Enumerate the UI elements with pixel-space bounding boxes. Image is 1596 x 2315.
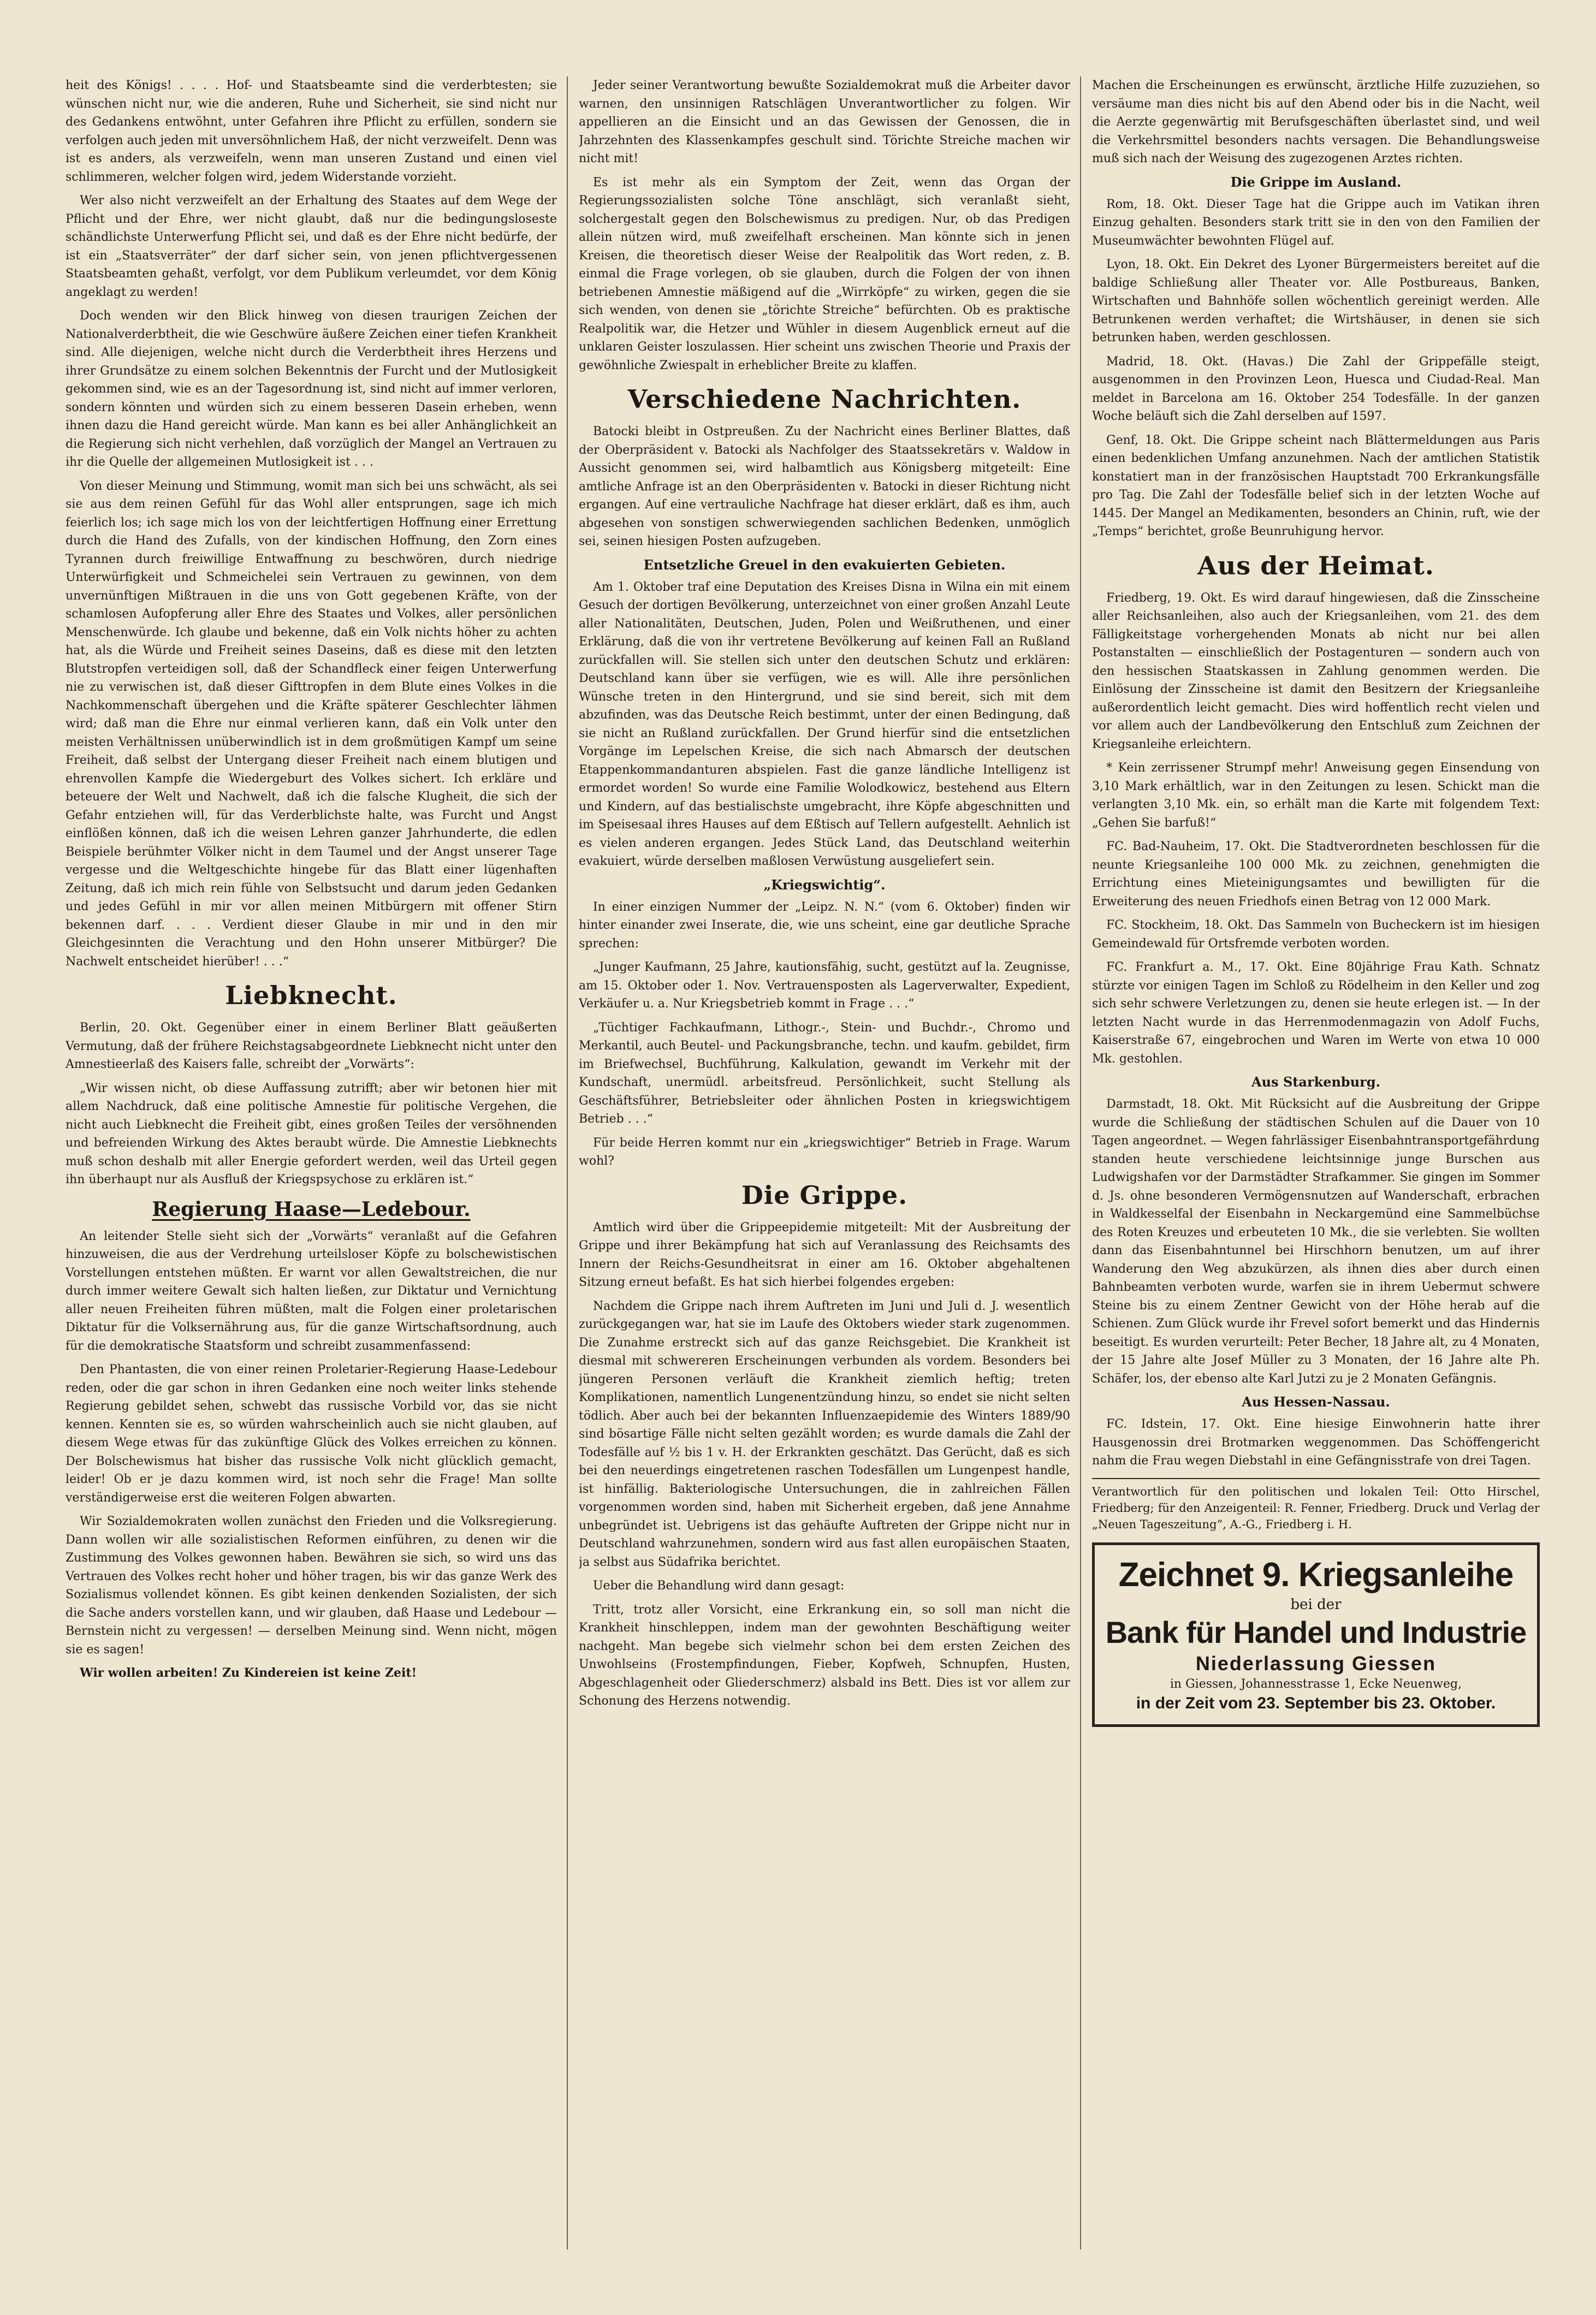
article-paragraph: An leitender Stelle sieht sich der „Vorwärts“ veranlaßt auf die Gefahren hinzuweisen, die aus der Verdrehung urteilsloser Köpfe zu bolschewistischen Vorstellungen entstehen müßten. Er warnt vor allen Gewaltstreichen, die nur durch immer weitere Gewalt sich halten ließen, zur Diktatur und Vernichtung aller neuen Freiheiten führen müßten, malt die Folgen einer proletarischen Diktatur für die Volksernährung aus, für die ganze Wirtschaftsordnung, auch für die demokratische Staatsform und schreibt zusammenfassend: (66, 1229, 557, 1353)
ad-bank-name: Bank für Handel und Industrie (1105, 1614, 1527, 1649)
advertisement-box (1092, 1542, 1540, 1727)
article-paragraph: FC. Idstein, 17. Okt. Eine hiesige Einwohnerin hatte ihrer Hausgenossin drei Brotmarken weggenommen. Das Schöffengericht nahm die Frau wegen Diebstahl in eine Gefängnisstrafe von drei Tagen. (1092, 1417, 1540, 1468)
article-paragraph: Wer also nicht verzweifelt an der Erhaltung des Staates auf dem Wege der Pflicht und der Ehre, wer nicht glaubt, daß nur die bedingungsloseste schändlichste Unterwerfung Pflicht sei, und daß es der Ehre nicht bedürfe, der ist ein „Staatsverräter“ der darf sicher sein, von jenen pflichtvergessenen Staatsbeamten gehaßt, verfolgt, vor dem Publikum verleumdet, vor dem König angeklagt zu werden! (66, 194, 557, 299)
article-paragraph: Wir Sozialdemokraten wollen zunächst den Frieden und die Volksregierung. Dann wollen wir alle sozialistischen Reformen einführen, zu denen wir die Zustimmung des Volkes gewonnen haben. Bewähren sie sich, so wird uns das Vertrauen des Volkes recht hoher und höher tragen, bis wir das ganze Werk des Sozialismus vollendet können. Es gibt keinen denkenden Sozialisten, der sich die Sache anders vorstellen kann, und wir glauben, daß Haase und Ledebour — Bernstein nicht zu vergessen! — derselben Meinung sind. Wenn nicht, mögen sie es sagen! (66, 1515, 557, 1657)
article-paragraph: Lyon, 18. Okt. Ein Dekret des Lyoner Bürgermeisters bereitet auf die baldige Schließung aller Theater vor. Alle Postbureaus, Banken, Wirtschaften und Bahnhöfe sollen wöchentlich gereinigt werden. Alle Betrunkenen werden verhaftet; die Wirtshäuser, in denen sie sich betrunken haben, werden geschlossen. (1092, 258, 1540, 345)
ad-headline: Zeichnet 9. Kriegsanleihe (1118, 1556, 1514, 1594)
subheadline-grippe-ausland: Die Grippe im Ausland. (1230, 174, 1402, 190)
article-paragraph: Amtlich wird über die Grippeepidemie mitgeteilt: Mit der Ausbreitung der Grippe und ihrer Bekämpfung hat sich auf Veranlassung des Reichsamts des Innern der Reichs-Gesundheitsrat in einer am 16. Oktober abgehaltenen Sitzung erneut befaßt. Es hat sich hierbei folgendes ergeben: (579, 1220, 1070, 1289)
article-paragraph: Berlin, 20. Okt. Gegenüber einer in einem Berliner Blatt geäußerten Vermutung, daß der frühere Reichstagsabgeordnete Liebknecht nicht unter den Amnestieerlaß des Kaisers falle, schreibt der „Vorwärts“: (66, 1021, 557, 1071)
article-paragraph: * Kein zerrissener Strumpf mehr! Anweisung gegen Einsendung von 3,10 Mark erhältlich, war in den Zeitungen zu lesen. Schickt man die verlangten 3,10 Mk. ein, so erhält man die Karte mit folgendem Text: „Gehen Sie barfuß!“ (1092, 761, 1540, 830)
subheadline-hessen-nassau: Aus Hessen-Nassau. (1242, 1394, 1390, 1410)
headline-aus-der-heimat: Aus der Heimat. (1197, 550, 1434, 580)
article-paragraph: Madrid, 18. Okt. (Havas.) Die Zahl der Grippefälle steigt, ausgenommen in den Provinzen Leon, Huesca und Ciudad-Real. Man meldet in Barcelona am 16. Oktober 254 Todesfälle. In der ganzen Woche beläuft sich die Zahl derselben auf 1597. (1092, 354, 1540, 423)
article-paragraph: „Junger Kaufmann, 25 Jahre, kautionsfähig, sucht, gestützt auf la. Zeugnisse, am 15. Oktober oder 1. Nov. Vertrauensposten als Lagerverwalter, Expedient, Verkäufer u. a. Nur Kriegsbetrieb kommt in Frage . . .“ (579, 960, 1070, 1011)
article-paragraph: Wir wollen arbeiten! Zu Kindereien ist keine Zeit! (80, 1666, 417, 1680)
article-paragraph: Machen die Erscheinungen es erwünscht, ärztliche Hilfe zuzuziehen, so versäume man dies nicht bis auf den Abend oder bis in die Nacht, weil die Aerzte gegenwärtig mit Berufsgeschäften überlastet sind, und weil die Verkehrsmittel besonders nachts versagen. Die Behandlungsweise muß sich nach der Weisung des zugezogenen Arztes richten. (1092, 79, 1540, 165)
article-paragraph: In einer einzigen Nummer der „Leipz. N. N.“ (vom 6. Oktober) finden wir hinter einander zwei Inserate, die, wie uns scheint, eine gar deutliche Sprache sprechen: (579, 900, 1070, 951)
ad-address: in Giessen, Johannesstrasse 1, Ecke Neuenweg, (1170, 1677, 1462, 1691)
column-rule (567, 76, 568, 2249)
ad-branch: Niederlassung Giessen (1195, 1652, 1437, 1675)
article-paragraph: Ueber die Behandlung wird dann gesagt: (593, 1579, 845, 1593)
headline-liebknecht: Liebknecht. (225, 981, 397, 1010)
subheadline-starkenburg: Aus Starkenburg. (1251, 1074, 1380, 1090)
article-paragraph: Am 1. Oktober traf eine Deputation des Kreises Disna in Wilna ein mit einem Gesuch der dortigen Bevölkerung, unterzeichnet von einer großen Anzahl Leute aller Nationalitäten, Deutschen, Juden, Polen und Weißruthenen, und einer Erklärung, daß die von ihr vertretene Bevölkerung auf keinen Fall an Rußland zurückfallen will. Sie stellen sich unter den deutschen Schutz und erklären: Deutschland kann über sie verfügen, wie es will. Alle ihre persönlichen Wünsche treten in den Hintergrund, und sie sind bereit, sich mit dem abzufinden, was das Deutsche Reich bestimmt, unter der einen Bedingung, daß sie nicht an Rußland zurückfallen. Der Grund hierfür sind die entsetzlichen Vorgänge im Lepelschen Kreise, die sich nach Abmarsch der deutschen Etappenkommandanturen abspielen. Fast die ganze ländliche Intelligenz ist ermordet worden! So wurde eine Familie Wolodkowicz, bestehend aus Eltern und Kindern, auf das bestialischste umgebracht, ihre Köpfe abgeschnitten und im Speisesaal ihres Hauses auf dem Eßtisch auf Tellern aufgestellt. Aehnlich ist es vielen anderen ergangen. Jedes Stück Land, das Deutschland weiterhin evakuiert, würde derselben maßlosen Verwüstung ausgeliefert sein. (579, 580, 1070, 868)
article-paragraph: Es ist mehr als ein Symptom der Zeit, wenn das Organ der Regierungssozialisten solche Töne anschlägt, sich veranlaßt sieht, solchergestalt gegen den Bolschewismus zu predigen. Nur, ob das Predigen allein nützen wird, muß zweifelhaft erscheinen. Man könnte sich in jenen Kreisen, die theoretisch dieser Weise der Realpolitik das Wort reden, z. B. einmal die Frage vorlegen, ob sie glauben, durch die Folgen der von ihnen betriebenen Amnestie mäßigend auf die „Wirrköpfe“ zu wirken, gegen die sie sich wenden, von denen sie „törichte Streiche“ befürchten. Ob es praktische Realpolitik war, die Hetzer und Wühler in diesem Augenblick erneut auf die unklaren Geister loszulassen. Hier scheint uns zwischen Theorie und Praxis der gewöhnliche Zwiespalt in erheblicher Breite zu klaffen. (579, 175, 1070, 372)
article-paragraph: FC. Bad-Nauheim, 17. Okt. Die Stadtverordneten beschlossen für die neunte Kriegsanleihe 100 000 Mk. zu zeichnen, genehmigten die Errichtung eines Mieteinigungsamtes und bewilligten für die Erweiterung des neuen Friedhofs einen Betrag von 12 000 Mark. (1092, 840, 1540, 909)
article-paragraph: Den Phantasten, die von einer reinen Proletarier-Regierung Haase-Ledebour reden, oder die gar schon in ihren Gedanken eine noch weiter links stehende Regierung gebildet sehen, schwebt das russische Vorbild vor, das sie nicht kennen. Kennten sie es, so würden wahrscheinlich auch sie nicht glauben, auf diesem Wege etwas für das zukünftige Glück des Volkes erreichen zu können. Der Bolschewismus hat bisher das russische Volk nicht glücklich gemacht, leider! Ob er je dazu kommen wird, ist noch sehr die Frage! Man sollte verständigerweise erst die weiteren Folgen abwarten. (66, 1363, 557, 1505)
article-paragraph: Genf, 18. Okt. Die Grippe scheint nach Blättermeldungen aus Paris einen bedenklichen Umfang anzunehmen. Nach der amtlichen Statistik konstatiert man in der französischen Hauptstadt 700 Erkrankungsfälle pro Tag. Die Zahl der Todesfälle belief sich in der letzten Woche auf 1445. Der Mangel an Medikamenten, besonders an Chinin, ruft, wie der „Temps“ berichtet, große Beunruhigung hervor. (1092, 433, 1540, 538)
subheadline: Entsetzliche Greuel in den evakuierten Gebieten. (643, 556, 1006, 573)
article-paragraph: Rom, 18. Okt. Dieser Tage hat die Grippe auch im Vatikan ihren Einzug gehalten. Besonders stark tritt sie in den von den Familien der Museumwächter bewohnten Flügel auf. (1092, 197, 1540, 248)
article-paragraph: Tritt, trotz aller Vorsicht, eine Erkrankung ein, so soll man nicht die Krankheit hinschleppen, indem man der gewohnten Beschäftigung weiter nachgeht. Man begebe sich vielmehr schon bei dem ersten Zeichen des Unwohlseins (Frostempfindungen, Fieber, Kopfweh, Schnupfen, Husten, Abgeschlagenheit oder Gliederschmerz) alsbald ins Bett. Dies ist vor allem zur Schonung des Herzens notwendig. (579, 1602, 1070, 1708)
ad-text: bei der (1290, 1596, 1342, 1613)
article-paragraph: Für beide Herren kommt nur ein „kriegswichtiger“ Betrieb in Frage. Warum wohl? (579, 1136, 1070, 1168)
subheadline: „Kriegswichtig“. (763, 876, 886, 893)
article-paragraph: Nachdem die Grippe nach ihrem Auftreten im Juni und Juli d. J. wesentlich zurückgegangen war, hat sie im Laufe des Oktobers wieder stark zugenommen. Die Zunahme erstreckt sich auf das ganze Reichsgebiet. Die Krankheit ist diesmal mit schwereren Erscheinungen verbunden als vordem. Besonders bei jüngeren Personen verläuft die Krankheit ziemlich heftig; treten Komplikationen, namentlich Lungenentzündung hinzu, so endet sie nicht selten tödlich. Aber auch bei der bekannten Influenzaepidemie des Winters 1889/90 sind bösartige Fälle nicht selten gezählt worden; es wurde damals die Zahl der Todesfälle auf ½ bis 1 v. H. der Erkrankten geschätzt. Das Gerücht, daß es sich bei den neuerdings eingetretenen raschen Todesfällen um Lungenpest handle, ist hinfällig. Bakteriologische Untersuchungen, die in zahlreichen Fällen vorgenommen worden sind, haben mit Sicherheit ergeben, daß jene Annahme unbegründet ist. Uebrigens ist das gehäufte Auftreten der Grippe nicht nur in Deutschland wahrzunehmen, sondern wird aus fast allen europäischen Staaten, ja selbst aus Südafrika berichtet. (579, 1299, 1070, 1569)
column-left (66, 76, 557, 2249)
article-paragraph: Von dieser Meinung und Stimmung, womit man sich bei uns schwächt, als sei sie aus dem reinen Gefühl für das Wohl aller entsprungen, sage ich mich feierlich los; ich sage mich los von der leichtfertigen Hoffnung einer Errettung durch die Hand des Zufalls, von der kindischen Hoffnung, den Zorn eines Tyrannen durch freiwillige Entwaffnung zu beschwören, durch niedrige Unterwürfigkeit und Schmeichelei sein Vertrauen zu gewinnen, von dem unvernünftigen Mißtrauen in die uns von Gott gegebenen Kräfte, von der schamlosen Aufopferung aller Ehre des Staates und Volkes, aller persönlichen Menschenwürde. Ich glaube und bekenne, daß ein Volk nichts höher zu achten hat, als die Würde und Freiheit seines Daseins, daß es diese mit den letzten Blutstropfen verteidigen soll, daß der Schandfleck einer feigen Unterwerfung nie zu verwischen ist, daß dieser Gifttropfen in dem Blute eines Volkes in die Nachkommenschaft übergehen und die Kräfte späterer Geschlechter lähmen wird; daß man die Ehre nur einmal verlieren kann, daß ein Volk unter den meisten Verhältnissen unüberwindlich ist in dem großmütigen Kampf um seine Freiheit, daß selbst der Untergang dieser Freiheit nach einem blutigen und ehrenvollen Kampfe die Wiedergeburt des Volkes sichert. Ich erkläre und beteuere der Welt und Nachwelt, daß ich die falsche Klugheit, die sich der Gefahr entziehen will, für das Verderblichste halte, was Furcht und Angst einflößen können, daß ich die weisen Lehren ganzer Jahrhunderte, die edlen Beispiele berühmter Völker nicht in dem Taumel und der Angst unserer Tage vergesse und die Weltgeschichte hingebe für das Blatt einer lügenhaften Zeitung, daß ich mich rein fühle von Selbstsucht und darum jeden Gedanken und jedes Gefühl in mir vor allen meinen Mitbürgern mit offener Stirn bekennen darf. . . . Verdient dieser Glaube in mir und in den mir Gleichgesinnten die Verachtung und den Hohn unserer Mitbürger? Die Nachwelt entscheidet hierüber! . . .“ (66, 479, 557, 969)
article-paragraph: FC. Frankfurt a. M., 17. Okt. Eine 80jährige Frau Kath. Schnatz stürzte vor einigen Tagen im Schloß zu Rödelheim in den Keller und zog sich sehr schwere Verletzungen zu, denen sie heute erlegen ist. — In der letzten Nacht wurde in das Herrenmodenmagazin von Adolf Fuchs, Kaiserstraße 67, eingebrochen und Waren im Werte von etwa 10 000 Mk. gestohlen. (1092, 960, 1540, 1066)
imprint: Verantwortlich für den politischen und lokalen Teil: Otto Hirschel, Friedberg; für den Anzeigenteil: R. Fenner, Friedberg. Druck und Verlag der „Neuen Tageszeitung“, A.-G., Friedberg i. H. (1092, 1478, 1540, 1533)
headline-verschiedene-nachrichten: Verschiedene Nachrichten. (627, 384, 1022, 414)
article-paragraph: heit des Königs! . . . . Hof- und Staatsbeamte sind die verderbtesten; sie wünschen nicht nur, wie die anderen, Ruhe und Sicherheit, sie sind nicht nur des Gedankens entwöhnt, unter Gefahren ihre Pflicht zu erfüllen, sondern sie verfolgen auch jeden mit unversöhnlichem Haß, der nicht verzweifelt. Denn was ist es anders, als verzweifeln, wenn man unseren Zustand und einen viel schlimmeren, welcher folgen wird, jedem Widerstande vorzieht. (66, 79, 557, 184)
column-right (1092, 76, 1540, 2249)
article-paragraph: Jeder seiner Verantwortung bewußte Sozialdemokrat muß die Arbeiter davor warnen, den unsinnigen Ratschlägen Unverantwortlicher zu folgen. Wir appellieren an die Einsicht und an das Gewissen der Genossen, die in Jahrzehnten des Klassenkampfes geschult sind. Törichte Streiche machen wir nicht mit! (579, 79, 1070, 165)
article-paragraph: „Wir wissen nicht, ob diese Auffassung zutrifft; aber wir betonen hier mit allem Nachdruck, daß eine politische Amnestie für politische Vergehen, die nicht auch Liebknecht die Freiheit gibt, eines großen Teiles der versöhnenden und befreienden Wirkung des Aktes beraubt würde. Die Amnestie Liebknechts muß schon deshalb mit aller Energie gefordert werden, weil das Urteil gegen ihn überhaupt nur als Ausfluß der Kriegspsychose zu erklären ist.“ (66, 1081, 557, 1186)
ad-dates: in der Zeit vom 23. September bis 23. Oktober. (1136, 1694, 1496, 1712)
headline-grippe: Die Grippe. (741, 1180, 908, 1210)
headline-regierung: Regierung Haase—Ledebour. (152, 1197, 471, 1221)
column-rule (1080, 76, 1081, 2249)
column-middle (579, 76, 1070, 2249)
article-paragraph: FC. Stockheim, 18. Okt. Das Sammeln von Bucheckern ist im hiesigen Gemeindewald für Ortsfremde verboten worden. (1092, 918, 1540, 951)
newspaper-page (66, 76, 1540, 2249)
article-paragraph: Batocki bleibt in Ostpreußen. Zu der Nachricht eines Berliner Blattes, daß der Oberpräsident v. Batocki als Nachfolger des Staatssekretärs v. Waldow in Aussicht genommen sei, wird halbamtlich aus Königsberg mitgeteilt: Eine amtliche Anfrage ist an den Oberpräsidenten v. Batocki in dieser Richtung nicht ergangen. Auf eine vertrauliche Nachfrage hat dieser erklärt, daß es ihm, auch abgesehen von sonstigen schwerwiegenden sachlichen Bedenken, unmöglich sei, seinen hiesigen Posten aufzugeben. (579, 425, 1070, 548)
article-paragraph: Doch wenden wir den Blick hinweg von diesen traurigen Zeichen der Nationalverderbtheit, die wie Geschwüre äußere Zeichen einer tiefen Krankheit sind. Alle diejenigen, welche nicht durch die Verderbtheit ihres Herzens und ihrer Grundsätze zu einem solchen Bekenntnis der Furcht und der Mutlosigkeit gekommen sind, wie es an der Tagesordnung ist, sind nicht auf immer verloren, sondern könnten und würden sich zu einem besseren Dasein erheben, wenn ihnen dazu die Hand gereicht würde. Man kann es bei aller Anhänglichkeit an die Regierung sich nicht verhehlen, daß vorzüglich der Mangel an Vertrauen zu ihr die Quelle der allgemeinen Mutlosigkeit ist . . . (66, 309, 557, 469)
article-paragraph: Friedberg, 19. Okt. Es wird darauf hingewiesen, daß die Zinsscheine aller Reichsanleihen, also auch der Kriegsanleihen, vom 21. des dem Fälligkeitstage vorhergehenden Monats ab nicht nur bei allen Postanstalten — einschließlich der Postagenturen — sondern auch von den hessischen Staatskassen in Zahlung genommen werden. Die Einlösung der Zinsscheine ist damit den Besitzern der Kriegsanleihe außerordentlich leicht gemacht. Dies wird hoffentlich recht vielen und vor allem auch der Landbevölkerung den Entschluß zum Zeichnen der Kriegsanleihe erleichtern. (1092, 591, 1540, 751)
article-paragraph: Darmstadt, 18. Okt. Mit Rücksicht auf die Ausbreitung der Grippe wurde die Schließung der städtischen Schulen auf die Dauer von 10 Tagen angeordnet. — Wegen fahrlässiger Eisenbahntransportgefährdung standen heute verschiedene leichtsinnige junge Burschen aus Ludwigshafen vor der Darmstädter Strafkammer. Sie gingen im Sommer d. Js. ohne besonderen Vermögensnutzen auf Wanderschaft, erbrachen in Waldkesselfal der Eisenbahn in Neckargemünd eine Sammelbüchse des Roten Kreuzes und erbeuteten 10 Mk., die sie verlebten. Sie wollten dann das Eisenbahntunnel bei Hirschhorn benutzen, um auf ihrer Wanderung den Weg abzukürzen, als ihnen dies aber durch einen Bahnbeamten verboten wurde, warfen sie in ihrem Uebermut schwere Steine bis zu einem Zentner Gewicht von der Höhe herab auf die Schienen. Zum Glück wurde ihr Frevel sofort bemerkt und das Hindernis beseitigt. Es wurden verurteilt: Peter Becher, 18 Jahre alt, zu 4 Monaten, der 15 Jahre alte Josef Müller zu 3 Monaten, der 16 Jahre alte Ph. Schäfer, los, der ebenso alte Karl Jutzi zu je 2 Monaten Gefängnis. (1092, 1097, 1540, 1386)
article-paragraph: „Tüchtiger Fachkaufmann, Lithogr.-, Stein- und Buchdr.-, Chromo und Merkantil, auch Beutel- und Packungsbranche, techn. und kaufm. gebildet, firm im Briefwechsel, Buchführung, Kalkulation, gewandt im Verkehr mit der Kundschaft, unermüdl. arbeitsfreud. Persönlichkeit, sucht Stellung als Geschäftsführer, Betriebsleiter oder ähnlichen Posten in kriegswichtigem Betrieb . . .“ (579, 1020, 1070, 1126)
